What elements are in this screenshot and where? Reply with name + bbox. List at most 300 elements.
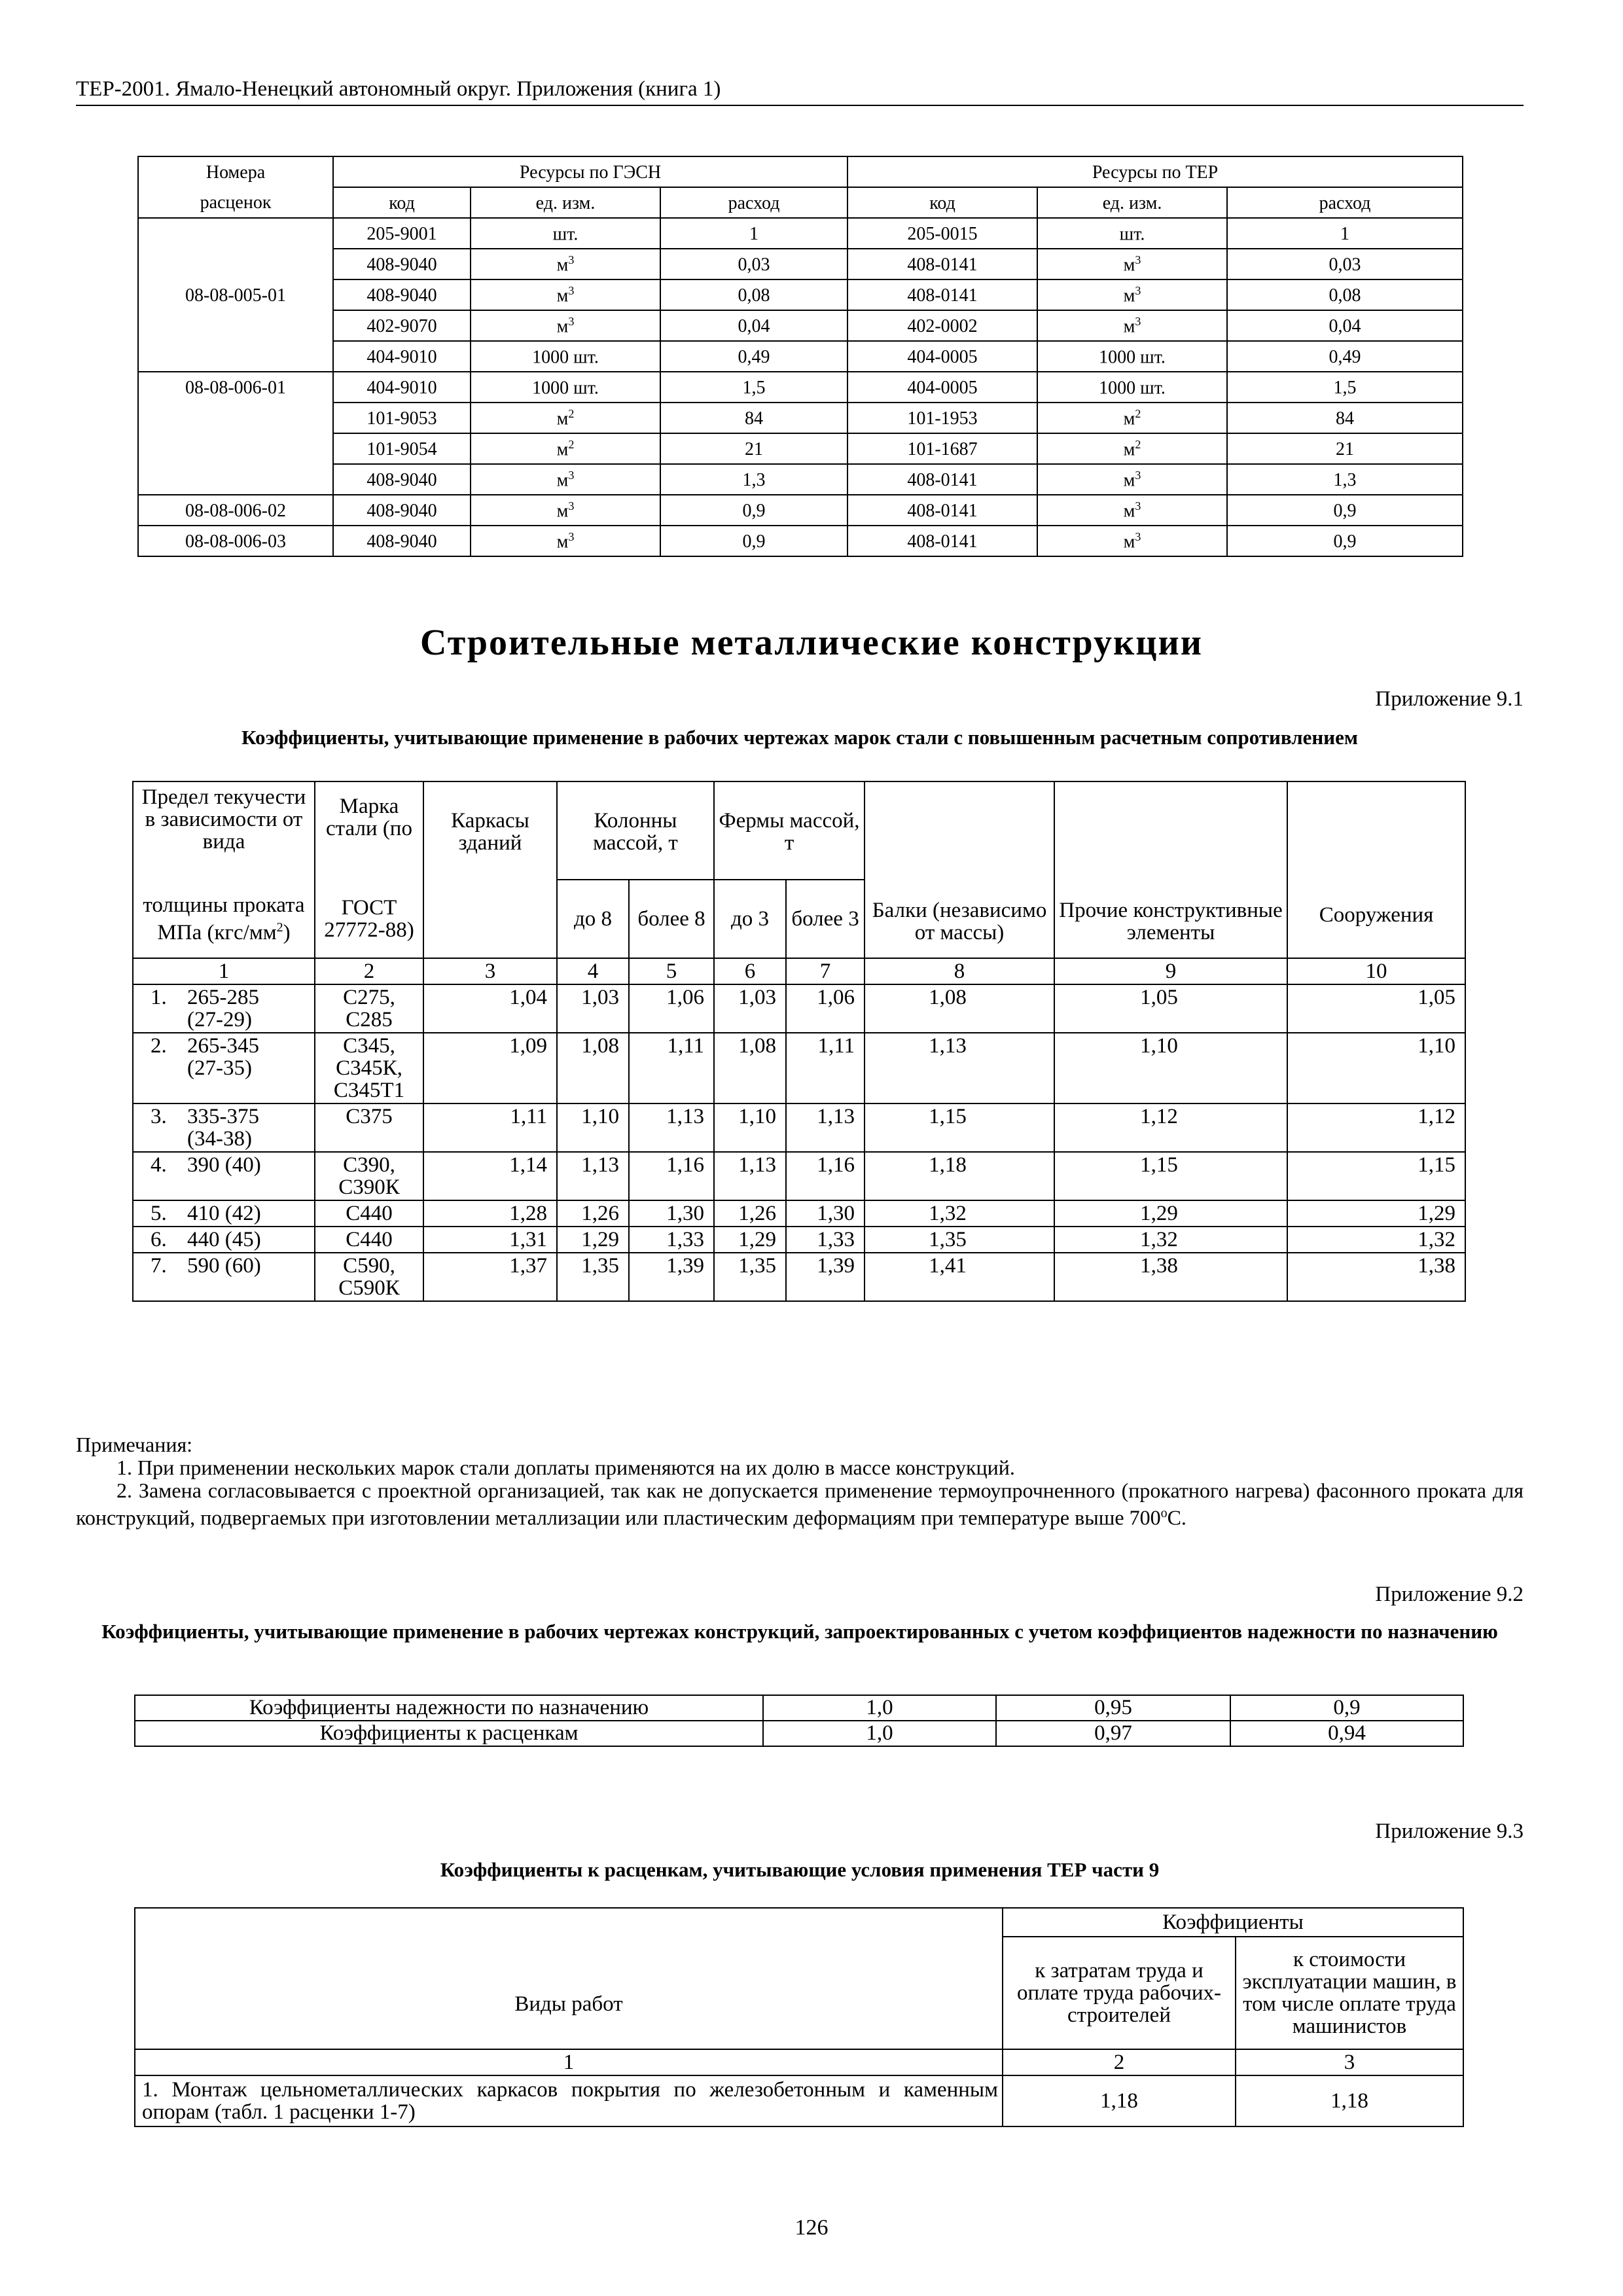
gesn-unit bbox=[471, 279, 660, 310]
table-row bbox=[138, 249, 1463, 279]
structures-value: 1,29 bbox=[1287, 1200, 1465, 1227]
gesn-code: 408-9040 bbox=[333, 279, 471, 310]
ter-code: 205-0015 bbox=[847, 218, 1037, 249]
yield-value: 265-285 bbox=[187, 986, 259, 1009]
ter-code: 408-0141 bbox=[847, 495, 1037, 526]
ter-code: 101-1953 bbox=[847, 403, 1037, 433]
header-yield-bottom: толщины проката МПа $(кгс/мм^2)$ bbox=[133, 880, 315, 958]
rate-number bbox=[138, 310, 333, 341]
unit-text: 1000 шт. bbox=[1099, 378, 1166, 399]
frames-value: 1,31 bbox=[423, 1227, 557, 1253]
header-machines: к стоимости эксплуатации машин, в том числе оплате труда машинистов bbox=[1236, 1937, 1463, 2049]
rate-number bbox=[138, 464, 333, 495]
resources-table bbox=[137, 156, 1463, 557]
page-number: 126 bbox=[794, 2215, 829, 2240]
unit-text: м bbox=[556, 470, 569, 491]
row-number: 4. bbox=[151, 1153, 167, 1177]
other-value: 1,15 bbox=[1054, 1152, 1287, 1200]
column-numbers-row bbox=[133, 958, 1465, 984]
table-row bbox=[135, 1695, 1463, 1721]
row-number: 1. bbox=[151, 986, 167, 1009]
appendix-9-3-caption: Коэффициенты к расценкам, учитывающие условия применения ТЕР части 9 bbox=[440, 1858, 1160, 1881]
steel-coefficients-table bbox=[132, 781, 1466, 1302]
steel-grade-line: С285 bbox=[346, 1008, 393, 1031]
unit-exponent: 2 bbox=[1135, 407, 1141, 421]
structures-value: 1,15 bbox=[1287, 1152, 1465, 1200]
work-type-text: 1. Монтаж цельнометаллических каркасов покрытия по железобетонным и каменным опорам (табл. 1 расценки 1-7) bbox=[135, 2075, 1003, 2126]
header-gesn: Ресурсы по ГЭСН bbox=[333, 156, 847, 187]
rate-number bbox=[138, 341, 333, 372]
unit-exponent: 2 bbox=[568, 407, 575, 421]
unit-text: м bbox=[556, 285, 569, 306]
columns-over8: 1,39 bbox=[629, 1253, 714, 1301]
header-grade-bottom: ГОСТ 27772-88) bbox=[315, 880, 423, 958]
header-unit: ед. изм. bbox=[1037, 187, 1227, 218]
trusses-upto3: 1,13 bbox=[714, 1152, 786, 1200]
column-number: 2 bbox=[1003, 2049, 1236, 2075]
rate-number bbox=[138, 218, 333, 249]
appendix-9-1-caption: Коэффициенты, учитывающие применение в рабочих чертежах марок стали с повышенным расчетным сопротивлением bbox=[241, 726, 1358, 749]
yield-range bbox=[151, 1035, 312, 1057]
rate-number bbox=[138, 249, 333, 279]
yield-strength bbox=[133, 1103, 315, 1152]
coefficient-value: 1,0 bbox=[763, 1721, 996, 1746]
steel-grade bbox=[315, 1152, 423, 1200]
ter-consumption: 0,49 bbox=[1227, 341, 1463, 372]
unit-exponent: 3 bbox=[568, 469, 575, 482]
table-row bbox=[133, 1152, 1465, 1200]
gesn-consumption: 0,08 bbox=[660, 279, 847, 310]
row-number: 2. bbox=[151, 1034, 167, 1058]
ter-unit bbox=[1037, 526, 1227, 556]
table-row bbox=[133, 1253, 1465, 1301]
beams-value: 1,13 bbox=[865, 1033, 1054, 1103]
trusses-upto3: 1,35 bbox=[714, 1253, 786, 1301]
unit-text: м bbox=[1123, 316, 1135, 337]
other-value: 1,29 bbox=[1054, 1200, 1287, 1227]
steel-grade-line: С440 bbox=[346, 1202, 393, 1225]
yield-strength bbox=[133, 1227, 315, 1253]
gesn-unit bbox=[471, 526, 660, 556]
trusses-upto3: 1,08 bbox=[714, 1033, 786, 1103]
gesn-unit bbox=[471, 495, 660, 526]
gesn-consumption: 1 bbox=[660, 218, 847, 249]
yield-range bbox=[151, 986, 312, 1009]
ter-unit bbox=[1037, 372, 1227, 403]
beams-value: 1,41 bbox=[865, 1253, 1054, 1301]
columns-over8: 1,06 bbox=[629, 984, 714, 1033]
rate-number: 08-08-006-03 bbox=[138, 526, 333, 556]
ter-consumption: 0,08 bbox=[1227, 279, 1463, 310]
table-row bbox=[138, 310, 1463, 341]
yield-strength bbox=[133, 984, 315, 1033]
coefficient-value: 0,95 bbox=[996, 1695, 1230, 1721]
table-row bbox=[138, 433, 1463, 464]
coefficient-name: Коэффициенты к расценкам bbox=[135, 1721, 763, 1746]
note-1: 1. При применении нескольких марок стали доплаты применяются на их долю в массе конструкций. bbox=[116, 1456, 1015, 1479]
rate-number bbox=[138, 433, 333, 464]
ter-unit bbox=[1037, 464, 1227, 495]
unit-exponent: 3 bbox=[1135, 284, 1141, 298]
column-number: 6 bbox=[714, 958, 786, 984]
yield-value: 390 (40) bbox=[187, 1153, 261, 1177]
unit-text: м bbox=[1123, 470, 1135, 491]
rate-number: 08-08-005-01 bbox=[138, 279, 333, 310]
unit-exponent: 3 bbox=[568, 315, 575, 329]
yield-strength bbox=[133, 1033, 315, 1103]
row-number: 3. bbox=[151, 1105, 167, 1128]
columns-upto8: 1,08 bbox=[557, 1033, 629, 1103]
column-number: 3 bbox=[423, 958, 557, 984]
row-number: 7. bbox=[151, 1254, 167, 1278]
trusses-over3: 1,33 bbox=[786, 1227, 865, 1253]
steel-grade bbox=[315, 1033, 423, 1103]
table-row bbox=[138, 464, 1463, 495]
gesn-consumption: 21 bbox=[660, 433, 847, 464]
ter-unit bbox=[1037, 433, 1227, 464]
gesn-unit bbox=[471, 372, 660, 403]
columns-upto8: 1,29 bbox=[557, 1227, 629, 1253]
trusses-over3: 1,30 bbox=[786, 1200, 865, 1227]
gesn-code: 408-9040 bbox=[333, 249, 471, 279]
frames-value: 1,14 bbox=[423, 1152, 557, 1200]
unit-text: 1000 шт. bbox=[532, 347, 599, 368]
ter-code: 408-0141 bbox=[847, 249, 1037, 279]
unit-text: м bbox=[1123, 255, 1135, 276]
column-number: 7 bbox=[786, 958, 865, 984]
unit-text: м bbox=[556, 501, 569, 522]
coefficient-name: Коэффициенты надежности по назначению bbox=[135, 1695, 763, 1721]
gesn-consumption: 84 bbox=[660, 403, 847, 433]
trusses-upto3: 1,26 bbox=[714, 1200, 786, 1227]
column-number: 10 bbox=[1287, 958, 1465, 984]
rate-number bbox=[138, 403, 333, 433]
ter-consumption: 1 bbox=[1227, 218, 1463, 249]
trusses-upto3: 1,10 bbox=[714, 1103, 786, 1152]
header-work-types: Виды работ bbox=[135, 1908, 1003, 2049]
unit-exponent: 3 bbox=[568, 284, 575, 298]
columns-upto8: 1,26 bbox=[557, 1200, 629, 1227]
trusses-over3: 1,11 bbox=[786, 1033, 865, 1103]
header-code: код bbox=[333, 187, 471, 218]
header-coefficients: Коэффициенты bbox=[1003, 1908, 1463, 1937]
yield-kgf: (34-38) bbox=[187, 1127, 252, 1151]
unit-exponent: 3 bbox=[1135, 253, 1141, 267]
gesn-code: 101-9053 bbox=[333, 403, 471, 433]
column-number: 4 bbox=[557, 958, 629, 984]
column-number: 1 bbox=[135, 2049, 1003, 2075]
header-trusses: Фермы массой, т bbox=[714, 781, 865, 880]
ter-consumption: 21 bbox=[1227, 433, 1463, 464]
ter-unit bbox=[1037, 310, 1227, 341]
header-unit: ед. изм. bbox=[471, 187, 660, 218]
unit-text: м bbox=[556, 408, 569, 429]
frames-value: 1,04 bbox=[423, 984, 557, 1033]
steel-grade bbox=[315, 1200, 423, 1227]
frames-value: 1,37 bbox=[423, 1253, 557, 1301]
table-row bbox=[138, 526, 1463, 556]
columns-upto8: 1,03 bbox=[557, 984, 629, 1033]
header-rates: расценок bbox=[138, 187, 333, 218]
header-columns: Колонны массой, т bbox=[557, 781, 714, 880]
unit-text: шт. bbox=[552, 224, 579, 245]
frames-value: 1,28 bbox=[423, 1200, 557, 1227]
header-structures: Сооружения bbox=[1287, 781, 1465, 958]
table-row bbox=[138, 372, 1463, 403]
ter-unit bbox=[1037, 341, 1227, 372]
yield-value: 265-345 bbox=[187, 1034, 259, 1058]
rate-number: 08-08-006-02 bbox=[138, 495, 333, 526]
unit-exponent: 3 bbox=[1135, 469, 1141, 482]
gesn-consumption: 1,3 bbox=[660, 464, 847, 495]
gesn-code: 408-9040 bbox=[333, 526, 471, 556]
gesn-code: 408-9040 bbox=[333, 464, 471, 495]
gesn-code: 205-9001 bbox=[333, 218, 471, 249]
steel-grade-line: С375 bbox=[346, 1105, 393, 1128]
row-number: 6. bbox=[151, 1228, 167, 1251]
columns-over8: 1,13 bbox=[629, 1103, 714, 1152]
columns-over8: 1,11 bbox=[629, 1033, 714, 1103]
ter-code: 404-0005 bbox=[847, 341, 1037, 372]
yield-strength bbox=[133, 1253, 315, 1301]
unit-text: м bbox=[1123, 285, 1135, 306]
beams-value: 1,35 bbox=[865, 1227, 1054, 1253]
column-number: 2 bbox=[315, 958, 423, 984]
table-row bbox=[135, 1721, 1463, 1746]
gesn-unit bbox=[471, 464, 660, 495]
columns-upto8: 1,10 bbox=[557, 1103, 629, 1152]
header-grade-top: Марка стали (по bbox=[315, 781, 423, 880]
gesn-code: 402-9070 bbox=[333, 310, 471, 341]
columns-over8: 1,33 bbox=[629, 1227, 714, 1253]
gesn-code: 404-9010 bbox=[333, 372, 471, 403]
machines-coefficient: 1,18 bbox=[1236, 2075, 1463, 2126]
steel-grade bbox=[315, 984, 423, 1033]
yield-value: 440 (45) bbox=[187, 1228, 261, 1251]
ter-unit bbox=[1037, 495, 1227, 526]
running-header: ТЕР-2001. Ямало-Ненецкий автономный округ. Приложения (книга 1) bbox=[76, 77, 721, 101]
yield-value: 590 (60) bbox=[187, 1254, 261, 1278]
columns-over8: 1,16 bbox=[629, 1152, 714, 1200]
steel-grade-line: С275, bbox=[343, 986, 395, 1009]
structures-value: 1,32 bbox=[1287, 1227, 1465, 1253]
table-row bbox=[133, 984, 1465, 1033]
gesn-consumption: 0,03 bbox=[660, 249, 847, 279]
column-number: 1 bbox=[133, 958, 315, 984]
steel-grade-line: С345К, bbox=[336, 1056, 402, 1080]
row-number: 5. bbox=[151, 1202, 167, 1225]
table-row bbox=[138, 495, 1463, 526]
ter-consumption: 0,04 bbox=[1227, 310, 1463, 341]
column-number: 8 bbox=[865, 958, 1054, 984]
table-row bbox=[138, 341, 1463, 372]
steel-grade-line: С590К bbox=[338, 1276, 400, 1300]
header-beams: Балки (независимо от массы) bbox=[865, 781, 1054, 958]
notes-title: Примечания: bbox=[76, 1433, 193, 1456]
gesn-code: 404-9010 bbox=[333, 341, 471, 372]
header-upto3: до 3 bbox=[714, 880, 786, 958]
steel-grade bbox=[315, 1227, 423, 1253]
other-value: 1,10 bbox=[1054, 1033, 1287, 1103]
unit-exponent: 3 bbox=[1135, 530, 1141, 544]
steel-grade-line: С590, bbox=[343, 1254, 395, 1278]
coefficient-value: 0,97 bbox=[996, 1721, 1230, 1746]
gesn-unit bbox=[471, 403, 660, 433]
other-value: 1,38 bbox=[1054, 1253, 1287, 1301]
steel-grade bbox=[315, 1103, 423, 1152]
unit-exponent: 3 bbox=[1135, 315, 1141, 329]
yield-value: 410 (42) bbox=[187, 1202, 261, 1225]
beams-value: 1,18 bbox=[865, 1152, 1054, 1200]
unit-text: м bbox=[556, 255, 569, 276]
ter-unit bbox=[1037, 403, 1227, 433]
ter-code: 408-0141 bbox=[847, 526, 1037, 556]
trusses-over3: 1,06 bbox=[786, 984, 865, 1033]
steel-grade-line: С390, bbox=[343, 1153, 395, 1177]
unit-text: 1000 шт. bbox=[1099, 347, 1166, 368]
gesn-consumption: 0,04 bbox=[660, 310, 847, 341]
beams-value: 1,32 bbox=[865, 1200, 1054, 1227]
column-number: 5 bbox=[629, 958, 714, 984]
unit-text: м bbox=[556, 316, 569, 337]
beams-value: 1,08 bbox=[865, 984, 1054, 1033]
steel-grade-line: С440 bbox=[346, 1228, 393, 1251]
header-upto8: до 8 bbox=[557, 880, 629, 958]
gesn-unit bbox=[471, 341, 660, 372]
header-consumption: расход bbox=[660, 187, 847, 218]
unit-exponent: 2 bbox=[568, 438, 575, 452]
yield-range bbox=[151, 1255, 312, 1277]
ter-consumption: 0,9 bbox=[1227, 526, 1463, 556]
ter-consumption: 1,5 bbox=[1227, 372, 1463, 403]
ter-consumption: 0,03 bbox=[1227, 249, 1463, 279]
yield-range bbox=[151, 1105, 312, 1128]
labor-coefficient: 1,18 bbox=[1003, 2075, 1236, 2126]
header-yield-top: Предел текучести в зависимости от вида bbox=[133, 781, 315, 880]
trusses-over3: 1,16 bbox=[786, 1152, 865, 1200]
appendix-9-2-caption: Коэффициенты, учитывающие применение в рабочих чертежах конструкций, запроектированных с учетом коэффициентов надежности по назначению bbox=[101, 1620, 1498, 1643]
yield-range bbox=[151, 1202, 312, 1225]
columns-upto8: 1,13 bbox=[557, 1152, 629, 1200]
rate-number: 08-08-006-01 bbox=[138, 372, 333, 403]
table-row bbox=[133, 1200, 1465, 1227]
header-rule bbox=[76, 105, 1524, 106]
appendix-9-3-label: Приложение 9.3 bbox=[1375, 1820, 1524, 1843]
header-over8: более 8 bbox=[629, 880, 714, 958]
unit-text: м bbox=[1123, 439, 1135, 460]
table-row bbox=[138, 218, 1463, 249]
unit-text: м bbox=[1123, 408, 1135, 429]
appendix-9-2-label: Приложение 9.2 bbox=[1375, 1583, 1524, 1606]
header-consumption: расход bbox=[1227, 187, 1463, 218]
unit-text: м bbox=[556, 531, 569, 552]
steel-grade-line: С345, bbox=[343, 1034, 395, 1058]
column-number: 3 bbox=[1236, 2049, 1463, 2075]
trusses-upto3: 1,29 bbox=[714, 1227, 786, 1253]
ter-code: 408-0141 bbox=[847, 279, 1037, 310]
gesn-consumption: 1,5 bbox=[660, 372, 847, 403]
unit-exponent: 2 bbox=[1135, 438, 1141, 452]
beams-value: 1,15 bbox=[865, 1103, 1054, 1152]
notes bbox=[76, 1433, 1524, 1530]
ter-consumption: 84 bbox=[1227, 403, 1463, 433]
structures-value: 1,38 bbox=[1287, 1253, 1465, 1301]
trusses-over3: 1,13 bbox=[786, 1103, 865, 1152]
trusses-over3: 1,39 bbox=[786, 1253, 865, 1301]
yield-strength bbox=[133, 1200, 315, 1227]
table-row bbox=[133, 1033, 1465, 1103]
other-value: 1,12 bbox=[1054, 1103, 1287, 1152]
ter-code: 402-0002 bbox=[847, 310, 1037, 341]
header-over3: более 3 bbox=[786, 880, 865, 958]
gesn-consumption: 0,9 bbox=[660, 526, 847, 556]
ter-unit bbox=[1037, 249, 1227, 279]
other-value: 1,05 bbox=[1054, 984, 1287, 1033]
section-title: Строительные металлические конструкции bbox=[420, 622, 1203, 663]
gesn-code: 101-9054 bbox=[333, 433, 471, 464]
table-row bbox=[138, 403, 1463, 433]
unit-text: 1000 шт. bbox=[532, 378, 599, 399]
steel-grade-line: С345Т1 bbox=[333, 1079, 405, 1102]
frames-value: 1,09 bbox=[423, 1033, 557, 1103]
yield-range bbox=[151, 1154, 312, 1176]
appendix-9-1-label: Приложение 9.1 bbox=[1375, 687, 1524, 711]
ter-code: 404-0005 bbox=[847, 372, 1037, 403]
table-row bbox=[133, 1103, 1465, 1152]
ter-consumption: 1,3 bbox=[1227, 464, 1463, 495]
columns-over8: 1,30 bbox=[629, 1200, 714, 1227]
table-row bbox=[133, 1227, 1465, 1253]
ter-code: 101-1687 bbox=[847, 433, 1037, 464]
unit-exponent: 3 bbox=[568, 253, 575, 267]
header-other: Прочие конструктивные элементы bbox=[1054, 781, 1287, 958]
coefficient-value: 0,9 bbox=[1230, 1695, 1463, 1721]
header-labor: к затратам труда и оплате труда рабочих-строителей bbox=[1003, 1937, 1236, 2049]
conditions-coefficients-table bbox=[134, 1907, 1464, 2127]
unit-exponent: 3 bbox=[568, 499, 575, 513]
structures-value: 1,05 bbox=[1287, 984, 1465, 1033]
unit-text: м bbox=[556, 439, 569, 460]
unit-text: м bbox=[1123, 531, 1135, 552]
unit-text: шт. bbox=[1119, 224, 1145, 245]
ter-code: 408-0141 bbox=[847, 464, 1037, 495]
ter-unit bbox=[1037, 218, 1227, 249]
header-frames: Каркасы зданий bbox=[423, 781, 557, 958]
steel-grade bbox=[315, 1253, 423, 1301]
column-number: 9 bbox=[1054, 958, 1287, 984]
header-ter: Ресурсы по ТЕР bbox=[847, 156, 1463, 187]
ter-consumption: 0,9 bbox=[1227, 495, 1463, 526]
columns-upto8: 1,35 bbox=[557, 1253, 629, 1301]
structures-value: 1,12 bbox=[1287, 1103, 1465, 1152]
gesn-unit bbox=[471, 310, 660, 341]
ter-unit bbox=[1037, 279, 1227, 310]
steel-grade-line: С390К bbox=[338, 1175, 400, 1199]
yield-kgf: (27-29) bbox=[187, 1008, 252, 1031]
gesn-consumption: 0,49 bbox=[660, 341, 847, 372]
yield-kgf: (27-35) bbox=[187, 1056, 252, 1080]
unit-text: м bbox=[1123, 501, 1135, 522]
other-value: 1,32 bbox=[1054, 1227, 1287, 1253]
reliability-coefficients-table bbox=[134, 1695, 1464, 1747]
unit-exponent: 3 bbox=[568, 530, 575, 544]
frames-value: 1,11 bbox=[423, 1103, 557, 1152]
header-numbers: Номера bbox=[138, 156, 333, 187]
gesn-unit bbox=[471, 218, 660, 249]
table-row bbox=[138, 279, 1463, 310]
trusses-upto3: 1,03 bbox=[714, 984, 786, 1033]
gesn-unit bbox=[471, 433, 660, 464]
